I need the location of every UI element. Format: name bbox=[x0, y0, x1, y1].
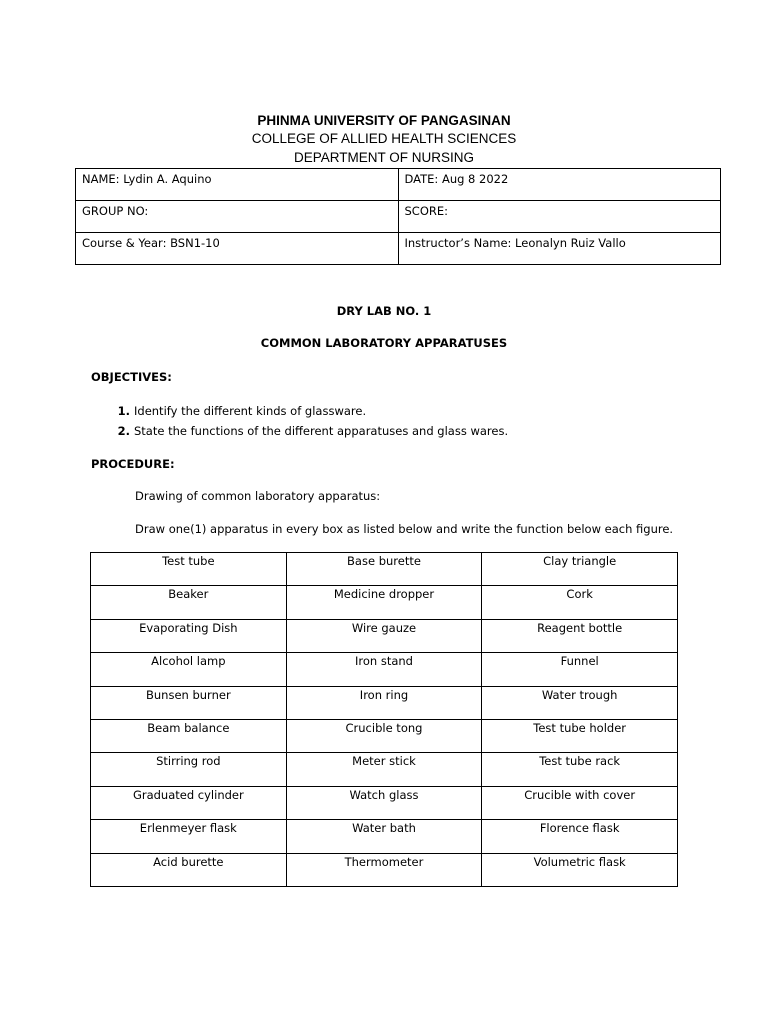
instructor-cell: Instructor’s Name: Leonalyn Ruiz Vallo bbox=[398, 233, 721, 265]
department-title: DEPARTMENT OF NURSING bbox=[293, 150, 474, 165]
course-cell: Course & Year: BSN1-10 bbox=[76, 233, 399, 265]
objective-item: 1. Identify the different kinds of glassware. bbox=[134, 401, 508, 421]
apparatus-cell: Stirring rod bbox=[91, 753, 287, 786]
apparatus-cell: Watch glass bbox=[286, 786, 482, 819]
info-row bbox=[76, 201, 721, 233]
apparatus-cell: Evaporating Dish bbox=[91, 619, 287, 652]
university-title: PHINMA UNIVERSITY OF PANGASINAN bbox=[257, 113, 511, 128]
apparatus-cell: Test tube holder bbox=[482, 719, 678, 752]
apparatus-cell: Graduated cylinder bbox=[91, 786, 287, 819]
table-row bbox=[91, 553, 678, 586]
apparatus-cell: Meter stick bbox=[286, 753, 482, 786]
apparatus-cell: Water trough bbox=[482, 686, 678, 719]
name-cell: NAME: Lydin A. Aquino bbox=[76, 169, 399, 201]
apparatus-cell: Crucible with cover bbox=[482, 786, 678, 819]
table-row bbox=[91, 753, 678, 786]
lab-subtitle: COMMON LABORATORY APPARATUSES bbox=[260, 336, 508, 350]
apparatus-cell: Iron ring bbox=[286, 686, 482, 719]
table-row bbox=[91, 686, 678, 719]
table-row bbox=[91, 853, 678, 886]
apparatus-cell: Alcohol lamp bbox=[91, 653, 287, 686]
apparatus-cell: Funnel bbox=[482, 653, 678, 686]
student-info-table bbox=[75, 168, 721, 265]
apparatus-cell: Beam balance bbox=[91, 719, 287, 752]
table-row bbox=[91, 820, 678, 853]
table-row bbox=[91, 619, 678, 652]
apparatus-cell: Erlenmeyer flask bbox=[91, 820, 287, 853]
apparatus-cell: Cork bbox=[482, 586, 678, 619]
apparatus-cell: Water bath bbox=[286, 820, 482, 853]
apparatus-cell: Acid burette bbox=[91, 853, 287, 886]
objective-item: 2. State the functions of the different apparatuses and glass wares. bbox=[134, 421, 508, 441]
group-cell: GROUP NO: bbox=[76, 201, 399, 233]
apparatus-cell: Test tube rack bbox=[482, 753, 678, 786]
college-title: COLLEGE OF ALLIED HEALTH SCIENCES bbox=[251, 131, 517, 146]
info-row bbox=[76, 169, 721, 201]
table-row bbox=[91, 586, 678, 619]
apparatus-cell: Volumetric flask bbox=[482, 853, 678, 886]
apparatus-cell: Beaker bbox=[91, 586, 287, 619]
apparatus-cell: Medicine dropper bbox=[286, 586, 482, 619]
table-row bbox=[91, 653, 678, 686]
apparatus-cell: Base burette bbox=[286, 553, 482, 586]
apparatus-cell: Wire gauze bbox=[286, 619, 482, 652]
procedure-line-2: Draw one(1) apparatus in every box as listed below and write the function below each figure. bbox=[135, 522, 674, 536]
apparatus-cell: Thermometer bbox=[286, 853, 482, 886]
score-cell: SCORE: bbox=[398, 201, 721, 233]
table-row bbox=[91, 786, 678, 819]
apparatus-cell: Iron stand bbox=[286, 653, 482, 686]
apparatus-cell: Test tube bbox=[91, 553, 287, 586]
apparatus-cell: Reagent bottle bbox=[482, 619, 678, 652]
objectives-heading: OBJECTIVES: bbox=[91, 370, 172, 384]
apparatus-table bbox=[90, 552, 678, 887]
apparatus-cell: Crucible tong bbox=[286, 719, 482, 752]
apparatus-cell: Bunsen burner bbox=[91, 686, 287, 719]
table-row bbox=[91, 719, 678, 752]
date-cell: DATE: Aug 8 2022 bbox=[398, 169, 721, 201]
apparatus-cell: Florence flask bbox=[482, 820, 678, 853]
objectives-list bbox=[112, 401, 508, 441]
lab-title: DRY LAB NO. 1 bbox=[336, 304, 432, 318]
apparatus-cell: Clay triangle bbox=[482, 553, 678, 586]
procedure-heading: PROCEDURE: bbox=[91, 457, 175, 471]
procedure-line-1: Drawing of common laboratory apparatus: bbox=[135, 489, 381, 503]
info-row bbox=[76, 233, 721, 265]
